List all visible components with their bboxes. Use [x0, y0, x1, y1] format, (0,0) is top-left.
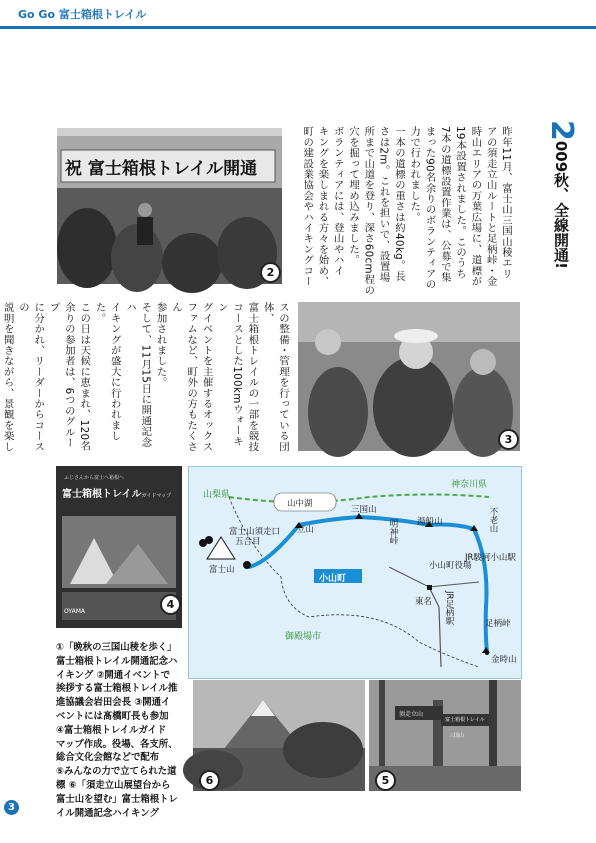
text-line: 参加されました。 — [154, 302, 167, 388]
article-mid — [1, 302, 290, 452]
heading-text: 009秋、全線開通! — [552, 140, 570, 270]
caption-line: 標 ⑥「須走立山展望台から — [56, 779, 171, 791]
guide-brand: OYAMA — [64, 608, 85, 615]
photo-number: 3 — [498, 429, 519, 450]
guide-title-suffix: ガイドマップ — [141, 493, 172, 499]
map-label-yamanashi: 山梨県 — [203, 490, 231, 500]
caption-line: 総合文化会館などで配布 — [56, 752, 160, 764]
text-line: 時山エリアの万葉広場に、道標が — [469, 126, 482, 287]
caption-line: 挨拶する富士箱根トレイル推 — [56, 683, 178, 695]
text-line: 町の建設業協会やハイキングコー — [301, 126, 314, 287]
map-label-jr-surugaoyama: JR駿河小山駅 — [465, 553, 516, 563]
text-line: 説明を聞きながら、景観を楽し — [1, 302, 14, 452]
text-line: 余りの参加者は、6つのグループ — [47, 302, 75, 449]
map-label-mikuniyama: 三国山 — [351, 505, 377, 515]
text-line: そして、11月15日に開通記念ハ — [124, 302, 152, 448]
photo-number: 2 — [260, 262, 281, 283]
caption-line: 進協議会岩田会長 ③開通イ — [56, 697, 171, 709]
text-line: 穴を掘って埋め込みました。 — [347, 126, 360, 266]
caption-line: 富士箱根トレイル開通記念ハ — [56, 655, 178, 667]
photo-hikers — [298, 302, 520, 451]
text-line: 7本の道標設置作業は、公募で集 — [438, 126, 451, 283]
caption-line: イル開通記念ハイキング — [56, 807, 159, 819]
text-line: まった90名余りのボランティアの — [423, 126, 436, 290]
map-label-fujisan: 富士山 — [209, 565, 235, 575]
caption-line: 富士山を望む」富士箱根トレ — [56, 793, 178, 805]
page-number: 3 — [4, 800, 19, 815]
article-top — [287, 126, 513, 302]
map-label-jr-ashigara: JR足柄駅 — [444, 591, 454, 625]
fuji-view-illustration — [193, 680, 365, 791]
caption-line: ⑤みんなの力で立てられた道 — [56, 766, 177, 778]
text-line: 富士箱根トレイルの一部を競技 — [246, 302, 259, 452]
signboard-left-text: 須走立山 — [399, 711, 424, 718]
header-title: Go Go 富士箱根トレイル — [18, 8, 147, 21]
signboard-sub-text: 三国山 — [449, 733, 465, 739]
map-label-tomei: 東名 — [415, 597, 433, 607]
caption-line: マップ作成。役場、各支所、 — [56, 738, 178, 750]
caption-line: ①「晩秋の三国山稜を歩く」 — [56, 642, 177, 653]
caption-line: イキング ②開通イベントで — [56, 669, 171, 681]
map-label-ashigaratoge: 足柄峠 — [485, 619, 511, 629]
caption-line: ④富士箱根トレイルガイド — [56, 724, 167, 736]
heading-number: 2 — [544, 120, 579, 141]
map-label-kintokiyama: 金時山 — [491, 655, 517, 665]
text-line: ファムなど、町外の方もたくさん — [169, 302, 198, 452]
guide-title — [62, 482, 171, 501]
map-label-gotemba: 御殿場市 — [285, 632, 322, 642]
text-line: アの須走立山ルートと足柄峠・金 — [484, 126, 497, 287]
text-line: ボランティアには、登山やハイ — [331, 126, 344, 276]
header-rule — [0, 26, 596, 29]
map-label-yamanakako: 山中湖 — [287, 499, 313, 509]
map-graphic — [189, 467, 521, 678]
article-heading — [517, 120, 577, 390]
photo-captions — [56, 641, 182, 820]
photo-number: 5 — [375, 770, 396, 791]
map-label-oyama-town: 小山町 — [319, 574, 347, 584]
photo-opening-ceremony — [57, 128, 282, 284]
text-line: 所まで山道を登り、深さ60cm程の — [362, 126, 375, 296]
map-label-myojin: 明神峠 — [388, 519, 398, 545]
map-label-tateyama: 立山 — [297, 525, 315, 535]
hikers-illustration — [298, 302, 520, 451]
text-line: さは2m。これを担いで、設置場 — [377, 126, 390, 283]
map-label-kanagawa: 神奈川県 — [451, 480, 488, 490]
caption-line: ベントには髙橋町長も参加 — [56, 710, 169, 722]
map-label-furoyama: 不老山 — [488, 507, 498, 533]
photo-number: 6 — [199, 770, 220, 791]
text-line: この日は天候に恵まれ、120名 — [78, 302, 91, 452]
text-line: 力で行われました。 — [408, 126, 421, 223]
text-line: グイベントを主催するオックス — [200, 302, 213, 452]
photo-signpost — [369, 680, 521, 791]
photo-guide-map-cover — [56, 466, 182, 628]
text-line: 19本設置されました。このうち — [454, 126, 467, 279]
text-line: に分かれ、リーダーからコースの — [16, 302, 45, 452]
text-line: イキングが盛大に行われました。 — [93, 302, 121, 442]
map-label-yugafunayama: 湯船山 — [417, 517, 443, 527]
photo-fuji-view — [193, 680, 365, 791]
text-line: 一本の道標の重さは約40kg。長 — [392, 126, 405, 282]
text-line: キングを楽しまれる方々を始め、 — [316, 126, 329, 287]
photo-number: 4 — [160, 594, 181, 615]
text-line: 昨年11月、富士山三国山稜エリ — [500, 126, 512, 279]
text-line: スの整備・管理を行っている団体、 — [261, 302, 289, 452]
banner-text: 祝 富士箱根トレイル開通 — [65, 159, 258, 179]
ceremony-illustration — [57, 128, 282, 284]
map-label-subashiri: 富士山須走口 — [229, 527, 281, 537]
map-label-gogome: 五合目 — [235, 537, 261, 547]
signboard-top-text: 富士箱根トレイル — [445, 717, 485, 723]
text-line: コースとした100kmウォーキン — [215, 302, 244, 447]
guide-title-text: 富士箱根トレイル — [62, 489, 142, 500]
trail-map — [188, 466, 522, 679]
map-label-town-office: 小山町役場 — [429, 561, 472, 571]
guide-subtitle: ふじさんから富士へ箱根へ — [64, 475, 125, 481]
